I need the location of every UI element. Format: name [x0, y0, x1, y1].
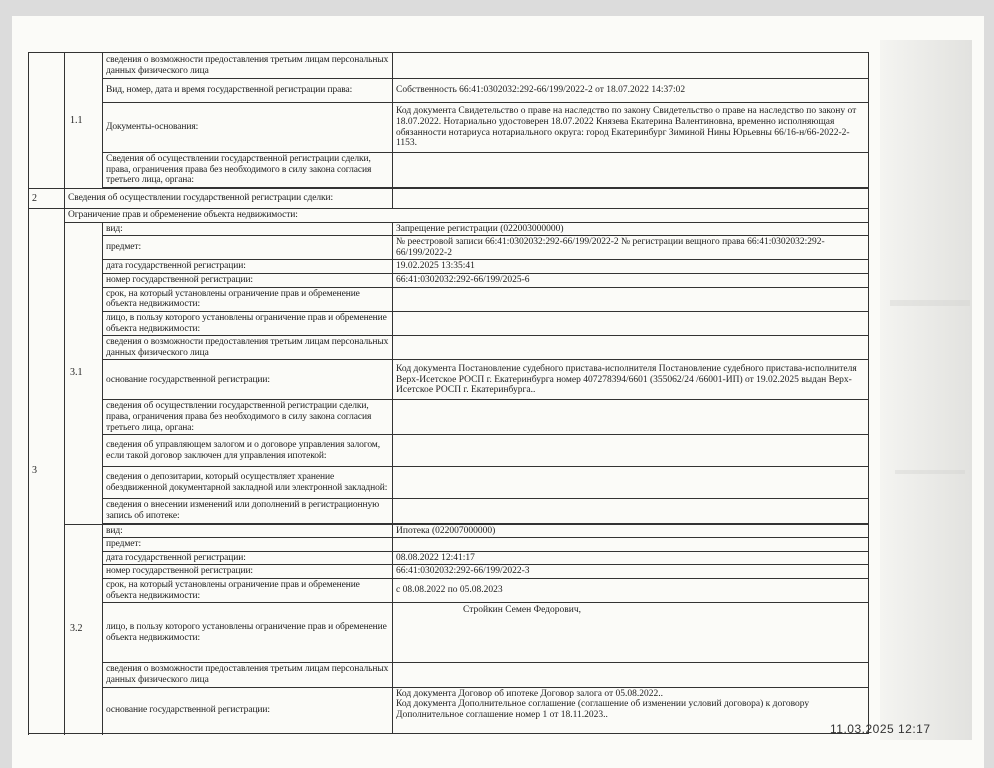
s31-number-value: 66:41:0302032:292-66/199/2025-6: [393, 274, 869, 288]
print-timestamp: 11.03.2025 12:17: [830, 722, 931, 736]
s31-pledge-label: сведения об управляющем залогом и о договоре управления залогом, если такой договор заключен для управления ипотекой:: [103, 435, 393, 467]
section-num-2: 2: [29, 188, 65, 208]
restrictions-header: Ограничение прав и обременение объекта недвижимости:: [65, 208, 869, 222]
s32-third-party-label: сведения о возможности предоставления третьим лицам персональных данных физического лица: [103, 663, 393, 687]
sub-num-1-1: 1.1: [65, 53, 103, 189]
s32-basis-doc-1: Код документа Договор об ипотеке Договор залога от 05.08.2022..: [396, 688, 664, 699]
s32-date-value: 08.08.2022 12:41:17: [393, 551, 869, 565]
s31-kind-value: Запрещение регистрации (022003000000): [393, 222, 869, 236]
s31-changes-label: сведения о внесении изменений или дополнений в регистрационную запись об ипотеке:: [103, 499, 393, 523]
s31-depositary-label: сведения о депозитарии, который осуществляет хранение обездвиженной документарной закладной или электронной закладной:: [103, 467, 393, 499]
s32-subject-label: предмет:: [103, 538, 393, 552]
egrn-extract-table: [28, 52, 869, 734]
s31-basis-value: Код документа Постановление судебного пристава-исполнителя Постановление судебного пристава-исполнителя Верх-Исетское РОСП г. Екатеринбурга номер 407278394/6601 (355062/24 /66001-ИП) от 19.02.2025 выдан Верх-Исетское РОСП г. Екатеринбурга..: [393, 360, 869, 400]
s31-changes-value: [393, 499, 869, 523]
row-num-cell: [29, 53, 65, 189]
s31-subject-label: предмет:: [103, 236, 393, 260]
deal-without-consent-value: [393, 153, 869, 188]
s31-person-value: [393, 311, 869, 335]
s31-deal-label: сведения об осуществлении государственной регистрации сделки, права, ограничения права без необходимого в силу закона согласия третьего лица, органа:: [103, 400, 393, 435]
s32-number-value: 66:41:0302032:292-66/199/2022-3: [393, 565, 869, 579]
s32-basis-label: основание государственной регистрации:: [103, 687, 393, 733]
s32-basis-value: [393, 687, 869, 733]
deal-without-consent-label: Сведения об осуществлении государственной регистрации сделки, права, ограничения права без необходимого в силу закона согласия третьего лица, органа:: [103, 153, 393, 188]
registration-right-value: Собственность 66:41:0302032:292-66/199/2022-2 от 18.07.2022 14:37:02: [393, 79, 869, 103]
s31-basis-label: основание государственной регистрации:: [103, 360, 393, 400]
basis-documents-value: Код документа Свидетельство о праве на наследство по закону Свидетельство о праве на наследство по закону от 18.07.2022. Нотариально удостоверен 18.07.2022 Князева Екатерина Валентиновна, временно исполняющая обязанности нотариуса нотариального округа: город Екатеринбург Зиминой Нины Юрьевны 66/16-н/66-2022-2-1153.: [393, 103, 869, 153]
sub-num-3-2: 3.2: [65, 524, 103, 734]
section-num-3: 3: [29, 208, 65, 733]
s32-person-label: лицо, в пользу которого установлены ограничение прав и обременение объекта недвижимости:: [103, 603, 393, 663]
s32-term-value: с 08.08.2022 по 05.08.2023: [393, 579, 869, 603]
basis-documents-label: Документы-основания:: [103, 103, 393, 153]
s32-number-label: номер государственной регистрации:: [103, 565, 393, 579]
s31-deal-value: [393, 400, 869, 435]
s31-subject-value: № реестровой записи 66:41:0302032:292-66/199/2022-2 № регистрации вещного права 66:41:0302032:292-66/199/2022-2: [393, 236, 869, 260]
s31-number-label: номер государственной регистрации:: [103, 274, 393, 288]
deal-registration-label: Сведения об осуществлении государственной регистрации сделки:: [65, 188, 393, 208]
s32-third-party-value: [393, 663, 869, 687]
s32-kind-label: вид:: [103, 524, 393, 538]
s32-kind-value: Ипотека (022007000000): [393, 524, 869, 538]
s31-third-party-label: сведения о возможности предоставления третьим лицам персональных данных физического лица: [103, 336, 393, 360]
third-party-data-label: сведения о возможности предоставления третьим лицам персональных данных физического лица: [103, 53, 393, 79]
s31-term-label: срок, на который установлены ограничение прав и обременение объекта недвижимости:: [103, 287, 393, 311]
sub-num-3-1: 3.1: [65, 222, 103, 524]
scan-noise: [895, 470, 965, 474]
s31-date-label: дата государственной регистрации:: [103, 260, 393, 274]
scan-noise: [890, 300, 970, 306]
s31-kind-label: вид:: [103, 222, 393, 236]
s32-subject-value: [393, 538, 869, 552]
third-party-data-value: [393, 53, 869, 79]
s32-date-label: дата государственной регистрации:: [103, 551, 393, 565]
s32-person-value: Стройкин Семен Федорович,: [393, 603, 869, 663]
s31-person-label: лицо, в пользу которого установлены ограничение прав и обременение объекта недвижимости:: [103, 311, 393, 335]
s32-basis-doc-2: Код документа Дополнительное соглашение (соглашение об изменении условий договора) к договору Дополнительное соглашение номер 1 от 18.11.2023..: [396, 699, 810, 720]
s32-term-label: срок, на который установлены ограничение прав и обременение объекта недвижимости:: [103, 579, 393, 603]
s31-term-value: [393, 287, 869, 311]
scan-edge-shadow: [880, 40, 972, 740]
registration-right-label: Вид, номер, дата и время государственной регистрации права:: [103, 79, 393, 103]
s31-depositary-value: [393, 467, 869, 499]
deal-registration-value: [393, 188, 869, 208]
s31-third-party-value: [393, 336, 869, 360]
s31-date-value: 19.02.2025 13:35:41: [393, 260, 869, 274]
s31-pledge-value: [393, 435, 869, 467]
